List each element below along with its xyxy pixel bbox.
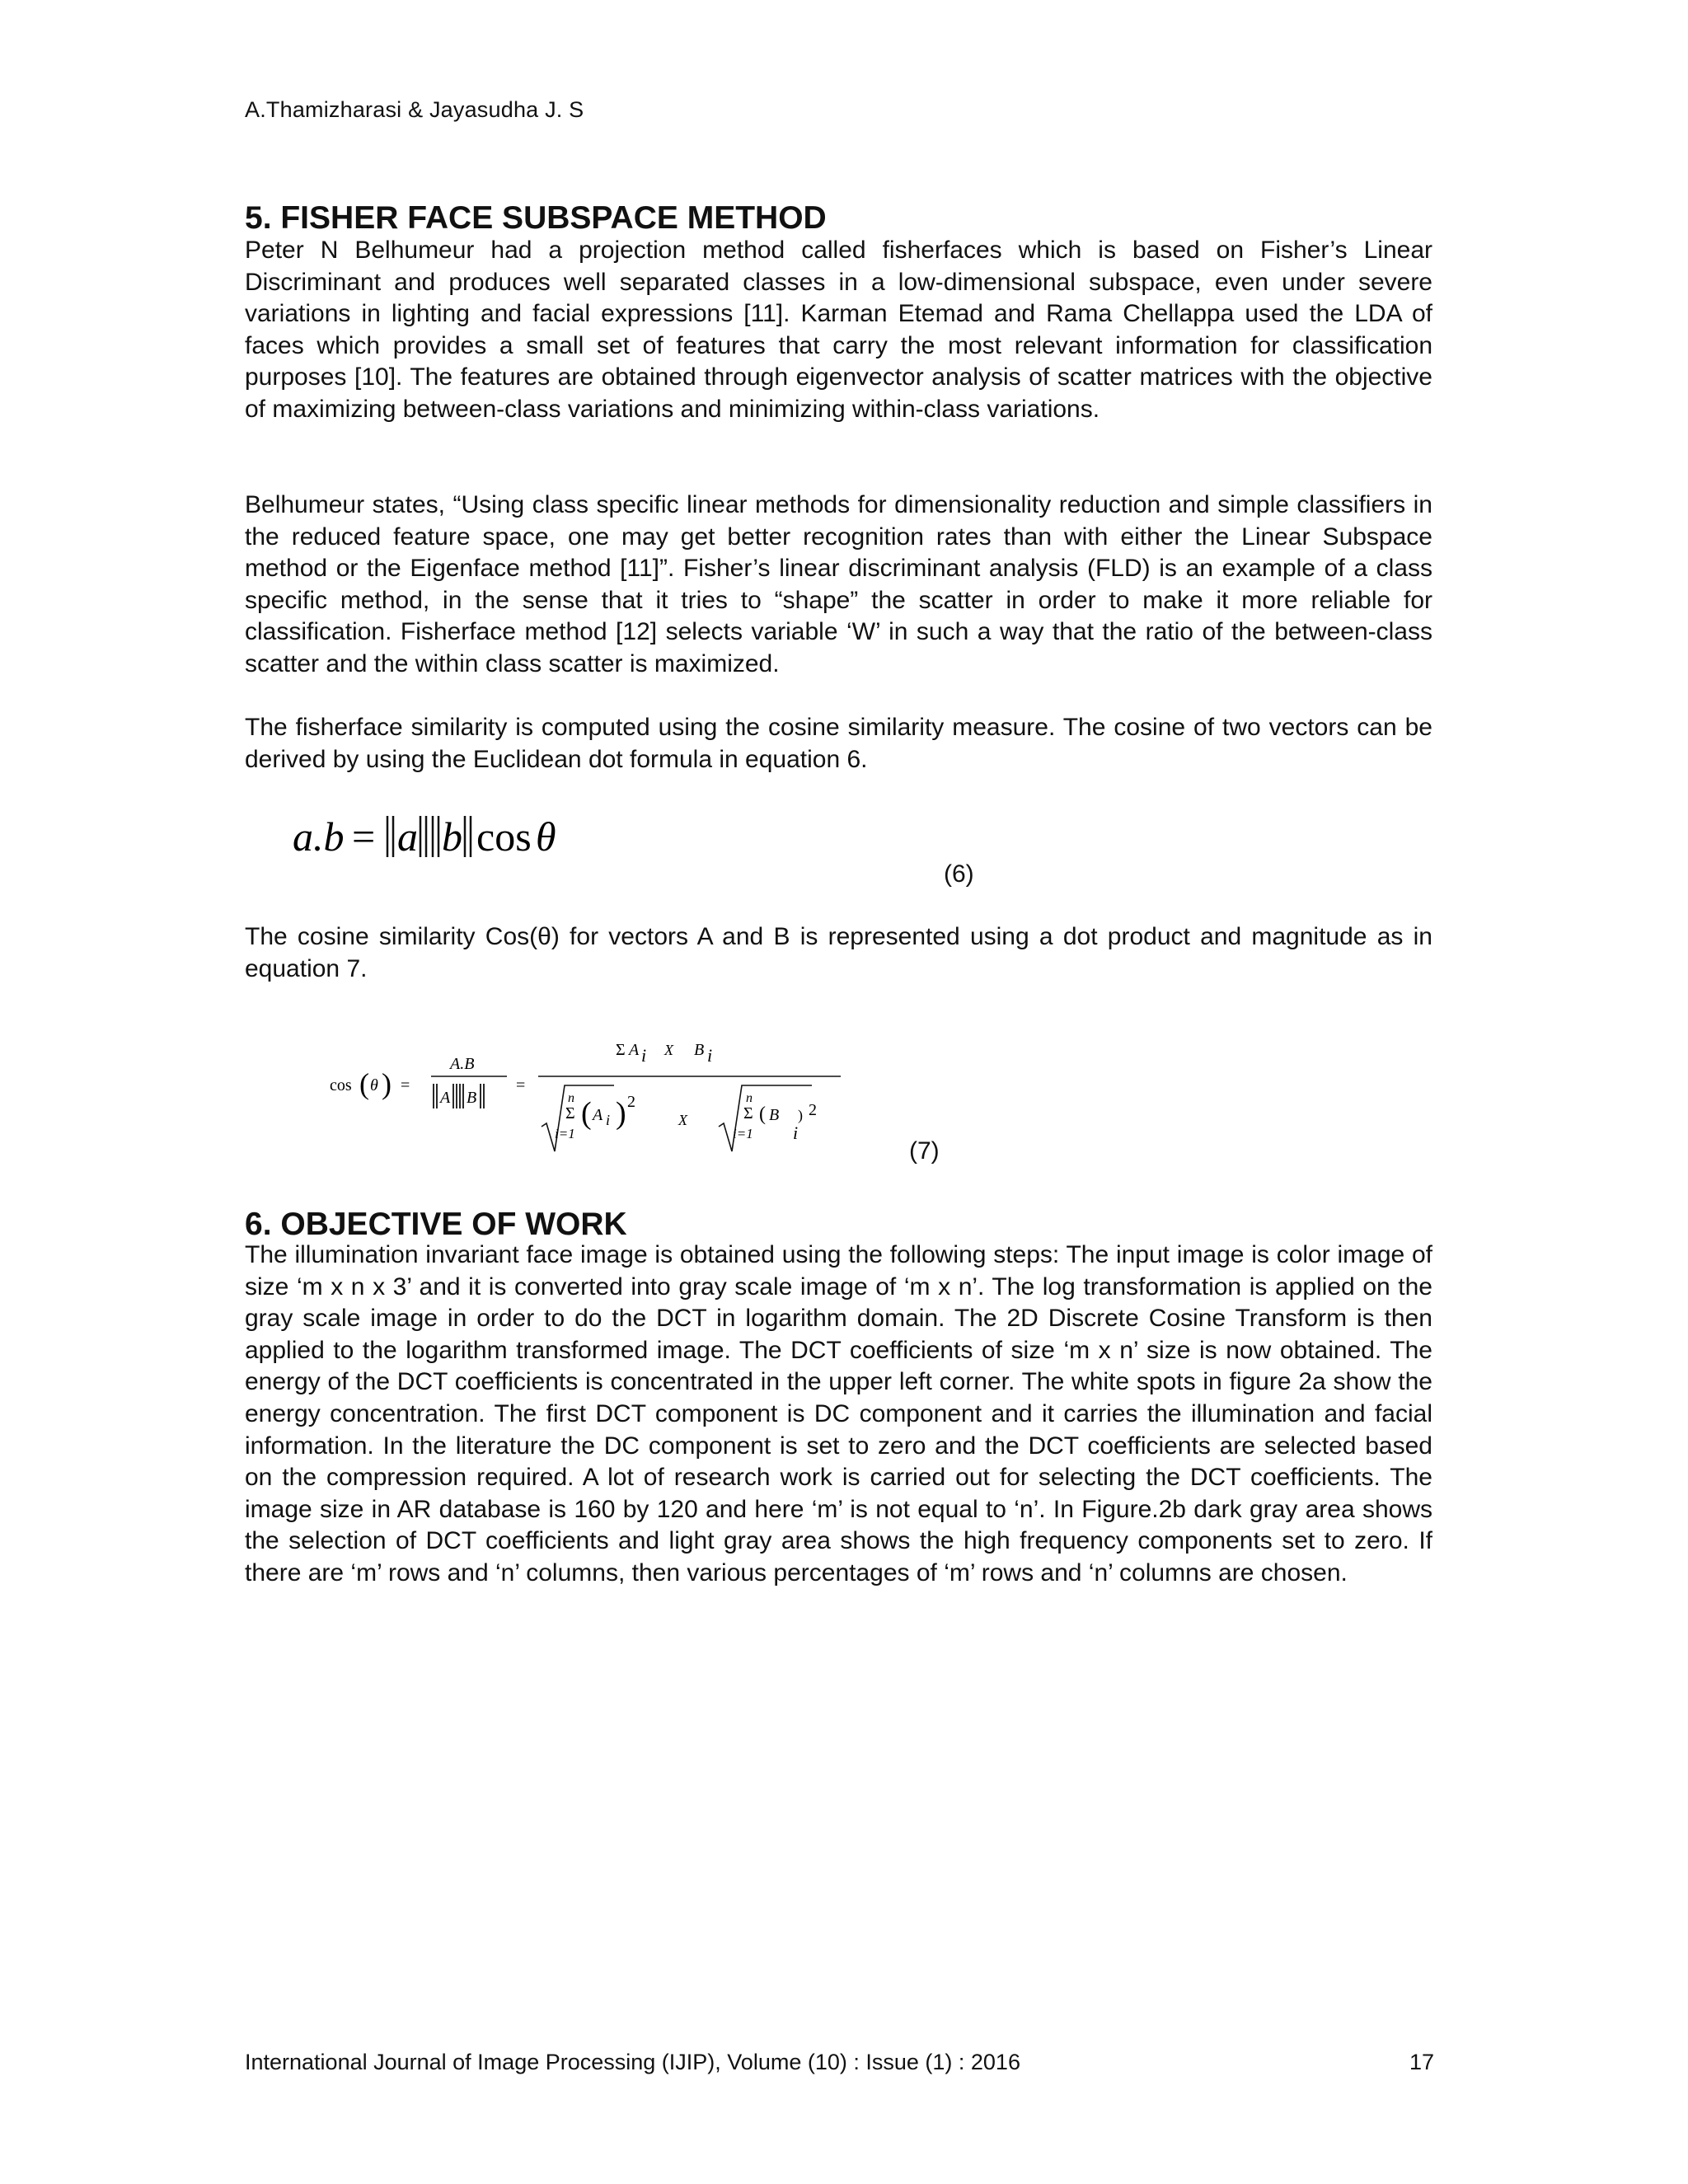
eq7-num-bi-sub: i	[707, 1045, 713, 1066]
eq6-theta: θ	[536, 813, 556, 860]
eq7-den-x: X	[678, 1112, 687, 1128]
section-5-paragraph-2: Belhumeur states, “Using class specific linear methods for dimensionality reduction and simple classifiers in the reduced feature space, one may get better recognition rates than with either the Linear Subspace method or the Eigenface method [11]”. Fisher’s linear discriminant analysis (FLD) is an example of a class specific method, in the sense that it tries to “shape” the scatter in order to make it more reliable for classification. Fisherface method [12] selects variable ‘W’ in such a way that the ratio of the between-class scatter and the within class scatter is maximized.	[245, 491, 1432, 677]
eq7-sigma-num: Σ	[616, 1041, 626, 1059]
section-5-heading: 5. FISHER FACE SUBSPACE METHOD	[245, 200, 827, 236]
equation-6	[280, 804, 610, 869]
eq7-den2-n: n	[746, 1091, 753, 1105]
eq7-den1-rparen: )	[616, 1096, 626, 1131]
section-5-paragraph-3: The fisherface similarity is computed using the cosine similarity measure. The cosine of two vectors can be derived by using the Euclidean dot formula in equation 6.	[245, 714, 1432, 773]
eq7-den2-square: 2	[809, 1101, 817, 1119]
eq7-den2-rparen: )	[798, 1107, 803, 1123]
equation-7-label: (7)	[909, 1137, 940, 1165]
eq7-den2-lower: i=1	[733, 1126, 753, 1141]
footer-page-number: 17	[1409, 2050, 1435, 2074]
eq7-numerator-ab: A.B	[450, 1055, 475, 1073]
eq6-a: a	[397, 813, 418, 860]
eq7-num-ai-sub: i	[641, 1045, 647, 1066]
eq7-den2-sub: i	[793, 1122, 799, 1143]
eq7-den1-lower: i=1	[555, 1126, 575, 1141]
eq7-theta: θ	[370, 1076, 378, 1094]
eq7-den1-a: A	[593, 1106, 603, 1124]
eq7-den1-n: n	[568, 1091, 574, 1105]
eq7-den1-sub: i	[606, 1112, 611, 1128]
eq7-den2-lparen: (	[759, 1104, 766, 1125]
footer-journal-citation: International Journal of Image Processing (IJIP), Volume (10) : Issue (1) : 2016	[245, 2050, 1020, 2074]
eq7-norm-b: B	[467, 1089, 477, 1107]
eq7-num-ai: A	[629, 1041, 640, 1059]
eq6-b: b	[442, 813, 462, 860]
eq7-den1-lparen: (	[581, 1096, 592, 1131]
section-6-heading: 6. OBJECTIVE OF WORK	[245, 1207, 627, 1242]
eq7-equals-1: =	[401, 1076, 410, 1094]
running-head-authors: A.Thamizharasi & Jayasudha J. S	[245, 97, 584, 122]
eq7-equals-2: =	[516, 1076, 526, 1094]
eq6-lhs: a.b	[293, 813, 345, 860]
equation-6-label: (6)	[944, 860, 974, 888]
section-5-paragraph-4: The cosine similarity Cos(θ) for vectors A and B is represented using a dot product and magnitude as in equation 7.	[245, 923, 1432, 982]
section-5-paragraph-1: Peter N Belhumeur had a projection method called fisherfaces which is based on Fisher’s Linear Discriminant and produces well separated classes in a low-dimensional subspace, even under severe variations in lighting and facial expressions [11]. Karman Etemad and Rama Chellappa used the LDA of faces which provides a small set of features that carry the most relevant information for classification purposes [10]. The features are obtained through eigenvector analysis of scatter matrices with the objective of maximizing between-class variations and minimizing within-class variations.	[245, 237, 1432, 423]
eq7-cos: cos	[330, 1076, 352, 1094]
eq7-den2-sigma: Σ	[743, 1104, 753, 1122]
eq7-num-bi: B	[694, 1041, 705, 1059]
eq7-lparen-theta: (	[359, 1067, 369, 1100]
eq7-den1-square: 2	[627, 1093, 635, 1111]
eq7-num-x: X	[664, 1042, 673, 1058]
eq6-equals: =	[352, 813, 376, 860]
equation-7	[317, 1026, 845, 1166]
eq7-norm-a: A	[440, 1089, 451, 1107]
eq7-den2-b: B	[769, 1106, 780, 1124]
eq7-rparen-theta: )	[382, 1067, 392, 1100]
section-6-paragraph: The illumination invariant face image is obtained using the following steps: The input image is color image of size ‘m x n x 3’ and it is converted into gray scale image of ‘m x n’. The log transformation is applied on the gray scale image in order to do the DCT in logarithm domain. The 2D Discrete Cosine Transform is then applied to the logarithm transformed image. The DCT coefficients of size ‘m x n’ size is now obtained. The energy of the DCT coefficients is concentrated in the upper left corner. The white spots in figure 2a show the energy concentration. The first DCT component is DC component and it carries the illumination and facial information. In the literature the DC component is set to zero and the DCT coefficients are selected based on the compression required. A lot of research work is carried out for selecting the DCT coefficients. The image size in AR database is 160 by 120 and here ‘m’ is not equal to ‘n’. In Figure.2b dark gray area shows the selection of DCT coefficients and light gray area shows the high frequency components set to zero. If there are ‘m’ rows and ‘n’ columns, then various percentages of ‘m’ rows and ‘n’ columns are chosen.	[245, 1241, 1432, 1586]
eq6-cos: cos	[476, 813, 532, 860]
eq7-den1-sigma: Σ	[565, 1104, 575, 1122]
